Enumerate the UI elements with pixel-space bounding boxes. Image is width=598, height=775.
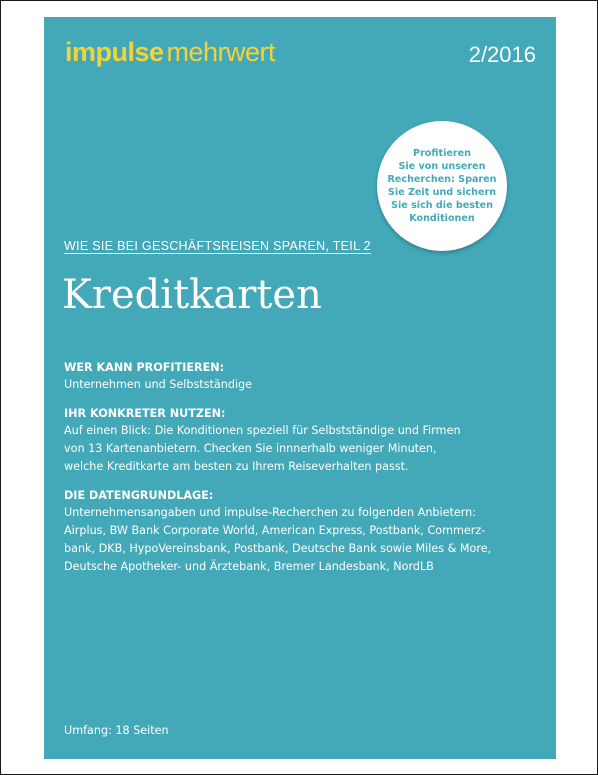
badge-line: Sie sich die besten bbox=[391, 200, 493, 211]
badge-line: Recherchen: Sparen bbox=[387, 174, 497, 185]
badge-line: Sie Zeit und sichern bbox=[387, 187, 497, 198]
section-heading: IHR KONKRETER NUTZEN: bbox=[64, 407, 226, 420]
brand-logo bbox=[65, 39, 275, 66]
badge-line: Konditionen bbox=[409, 213, 475, 224]
page-count: Umfang: 18 Seiten bbox=[64, 724, 169, 737]
section-data-basis bbox=[64, 487, 534, 576]
section-line: Auf einen Blick: Die Konditionen speziell für Selbstständige und Firmen bbox=[64, 424, 461, 437]
section-line: Airplus, BW Bank Corporate World, American Express, Postbank, Commerz- bbox=[64, 524, 486, 537]
section-line: Unternehmensangaben und impulse-Recherchen zu folgenden Anbietern: bbox=[64, 506, 477, 519]
section-heading: WER KANN PROFITIEREN: bbox=[64, 361, 225, 374]
section-line: Unternehmen und Selbstständige bbox=[64, 378, 253, 391]
issue-number: 2/2016 bbox=[468, 42, 536, 67]
logo-light-text: mehrwert bbox=[166, 37, 276, 67]
cover bbox=[44, 17, 556, 759]
promo-badge bbox=[377, 121, 507, 251]
section-line: von 13 Kartenanbietern. Checken Sie innnerhalb weniger Minuten, bbox=[64, 442, 437, 455]
section-who-benefits bbox=[64, 359, 534, 394]
page-title: Kreditkarten bbox=[62, 272, 322, 318]
section-benefit bbox=[64, 405, 534, 476]
section-body bbox=[64, 376, 534, 394]
section-line: Deutsche Apotheker- und Ärztebank, Bremer Landesbank, NordLB bbox=[64, 560, 434, 573]
logo-bold-text: impulse bbox=[65, 37, 164, 67]
promo-badge-text bbox=[387, 147, 497, 225]
series-subtitle: WIE SIE BEI GESCHÄFTSREISEN SPAREN, TEIL 2 bbox=[64, 239, 371, 253]
section-heading: DIE DATENGRUNDLAGE: bbox=[64, 489, 214, 502]
badge-line: Profitieren bbox=[413, 148, 471, 159]
section-line: welche Kreditkarte am besten zu Ihrem Reiseverhalten passt. bbox=[64, 460, 409, 473]
section-body bbox=[64, 504, 534, 576]
section-line: bank, DKB, HypoVereinsbank, Postbank, Deutsche Bank sowie Miles & More, bbox=[64, 542, 492, 555]
badge-line: Sie von unseren bbox=[398, 161, 486, 172]
section-body bbox=[64, 422, 534, 476]
